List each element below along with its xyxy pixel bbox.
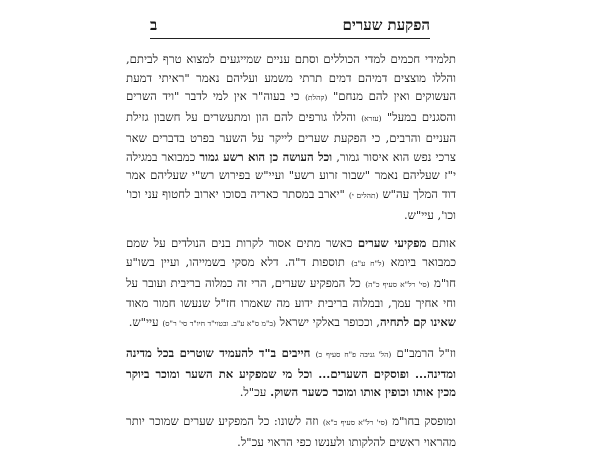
text-run: אותם [426, 236, 456, 251]
page-number: ב [150, 16, 158, 34]
text-run: כאשר מתים אסור לקרות בנים הנולדים על שמם כמבואר ביומא [126, 236, 456, 270]
text-run: "יארב במסתר כאריה בסוכו יארוב לחטוף עני וכו' וכו', עיי"ש. [126, 186, 456, 222]
text-run: עיי"ש. [128, 315, 163, 330]
emphasized-text: חייבים ב"ד להעמיד שוטרים בכל מדינה ומדינה... ופוסקים השערים... וכל מי שמפקיע את השער ומוכר ביוקר מכין אותו וכופין אותו ומוכר כשער השוק. [126, 345, 456, 400]
text-run: וזה לשונו: כל המפקיע שערים שמוכר יותר מהראוי ראשים להלקותו ולענשו כפי הראוי עכ"ל. [126, 413, 456, 449]
source-reference: (ב"מ ס"א ע"ב. ובטוי"ד חיו"ד סי' ר"ס) [162, 319, 276, 329]
text-run: כי בעוה"ר אין למי לדבר "ויד השרים והסגנים במעל" [126, 89, 457, 125]
source-reference: (ל"ח ע"ב) [351, 259, 385, 269]
paragraph [126, 344, 456, 402]
paragraph [126, 50, 456, 224]
page-header [150, 16, 430, 39]
source-reference: (קהלת) [305, 93, 328, 103]
text-run: כמבואר במגילה י"ז שעליהם נאמר "שבור זרוע רשע" ועיי"ש בפירוש רש"י שעליהם אמר דוד המלך עה"ש [126, 149, 456, 201]
text-run: כל המפקיע שערים, הרי זה כמלוה בריבית ועובר על וחי אחיך עמך, ובמלוה בריבית ידוע מה שאמרו חז"ל שנעשו חמור מאוד [126, 275, 456, 311]
emphasized-text: שאינו קם לתחיה [379, 315, 456, 330]
source-reference: (עזרא) [361, 114, 382, 124]
source-reference: (סי' רל"א סעיף כ"ה) [365, 279, 430, 289]
text-run: תוספות ד"ה. דלא מסקי בשמייהו, ועיין בשו"ע חו"מ [126, 255, 457, 290]
text-run: וז"ל הרמב"ם [391, 345, 457, 360]
page-title: הפקעת שערים [342, 16, 430, 34]
emphasized-text: וכל העושה כן הוא רשע גמור [199, 149, 333, 164]
paragraph [126, 234, 456, 334]
emphasized-text: מפקיעי שערים [357, 236, 427, 251]
text-run: , וככופר באלקי ישראל [275, 315, 380, 330]
text-run: עכ"ל. [239, 385, 271, 400]
source-reference: (תהלים י) [348, 190, 379, 200]
source-reference: (הל' גניבה פ"ח סעיף כ) [315, 349, 392, 359]
paragraph [126, 412, 456, 451]
text-run: והללו גורפים להם הון ומתעשרים על חשבון גזילת העניים והרבים, כי הפקעת שערים לייקר על השער בפרט בדברים שאר צרכי נפש הוא איסור גמור, [126, 110, 456, 164]
text-run: תלמידי חכמים למדי הכוללים וסתם עניים שמייגעים למצוא טרף לביתם, והללו מוצצים דמיהם דמים תרתי משמע ועליהם נאמר "ראיתי דמעת העשוקים ואין להם מנחם" [126, 52, 456, 104]
source-reference: (סי' רל"א סעיף כ"א) [322, 417, 388, 427]
body-text [126, 50, 456, 451]
text-run: ומופסק בחו"מ [387, 413, 456, 428]
